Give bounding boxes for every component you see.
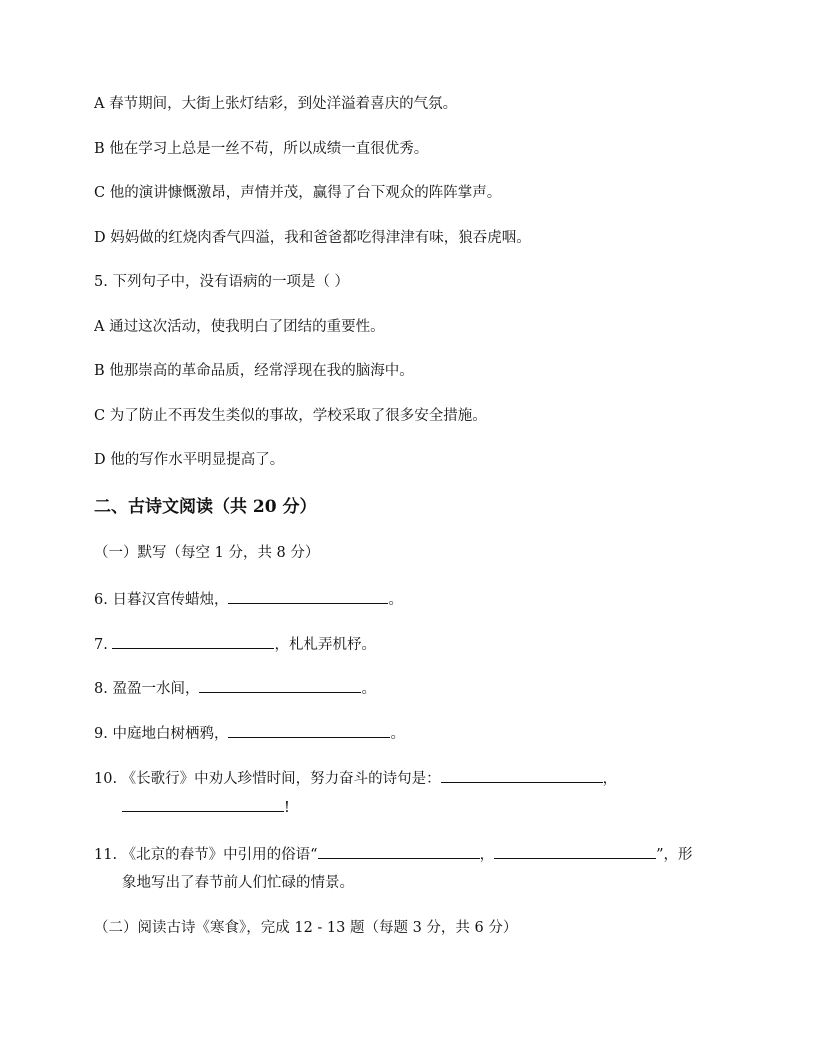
q11-answer-blank-1[interactable] — [318, 843, 480, 859]
q8 — [94, 677, 376, 699]
q5-option-a: A 通过这次活动，使我明白了团结的重要性。 — [94, 319, 385, 335]
q5-option-d: D 他的写作水平明显提高了。 — [94, 452, 285, 468]
q7-prefix: 7. — [94, 637, 113, 653]
q7 — [94, 633, 376, 655]
q4-option-c: C 他的演讲慷慨激昂，声情并茂，赢得了台下观众的阵阵掌声。 — [94, 185, 502, 201]
q11-prefix: 11. 《北京的春节》中引用的俗语“ — [94, 847, 318, 863]
q6-prefix: 6. 日暮汉宫传蜡烛， — [94, 592, 229, 608]
q10 — [94, 767, 617, 789]
q11-suffix: ”，形 — [656, 847, 693, 863]
section-2-title: 二、古诗文阅读（共 20 分） — [94, 497, 317, 517]
q6-answer-blank[interactable] — [228, 588, 388, 604]
q9-prefix: 9. 中庭地白树栖鸦， — [94, 726, 229, 742]
q10-mid: ， — [602, 771, 618, 787]
q10-end: ! — [284, 800, 290, 816]
q4-option-b: B 他在学习上总是一丝不苟，所以成绩一直很优秀。 — [94, 141, 429, 157]
q9-suffix: 。 — [390, 726, 405, 742]
q5-option-b: B 他那崇高的革命品质，经常浮现在我的脑海中。 — [94, 363, 414, 379]
q5-stem: 5. 下列句子中，没有语病的一项是（ ） — [94, 274, 350, 290]
q11-mid: ， — [479, 847, 495, 863]
part-2-title: （二）阅读古诗《寒食》，完成 12 - 13 题（每题 3 分，共 6 分） — [94, 920, 518, 936]
q4-option-a: A 春节期间，大街上张灯结彩，到处洋溢着喜庆的气氛。 — [94, 96, 458, 112]
q10-prefix: 10. 《长歌行》中劝人珍惜时间，努力奋斗的诗句是： — [94, 771, 441, 787]
q10-answer-blank-1[interactable] — [441, 767, 603, 783]
q6-suffix: 。 — [388, 592, 403, 608]
q4-option-d: D 妈妈做的红烧肉香气四溢，我和爸爸都吃得津津有味，狼吞虎咽。 — [94, 230, 531, 246]
q9 — [94, 722, 405, 744]
q6 — [94, 588, 403, 610]
q8-suffix: 。 — [361, 681, 376, 697]
q7-answer-blank[interactable] — [112, 633, 274, 649]
q5-option-c: C 为了防止不再发生类似的事故，学校采取了很多安全措施。 — [94, 408, 487, 424]
q8-answer-blank[interactable] — [199, 677, 361, 693]
q8-prefix: 8. 盈盈一水间， — [94, 681, 200, 697]
q7-suffix: ，札札弄机杼。 — [274, 637, 376, 653]
part-1-title: （一）默写（每空 1 分，共 8 分） — [94, 545, 320, 561]
q10-line-2 — [122, 796, 290, 818]
q11 — [94, 843, 693, 865]
q11-line-2: 象地写出了春节前人们忙碌的情景。 — [122, 875, 354, 891]
q11-answer-blank-2[interactable] — [494, 843, 656, 859]
q9-answer-blank[interactable] — [228, 722, 390, 738]
q10-answer-blank-2[interactable] — [122, 796, 284, 812]
